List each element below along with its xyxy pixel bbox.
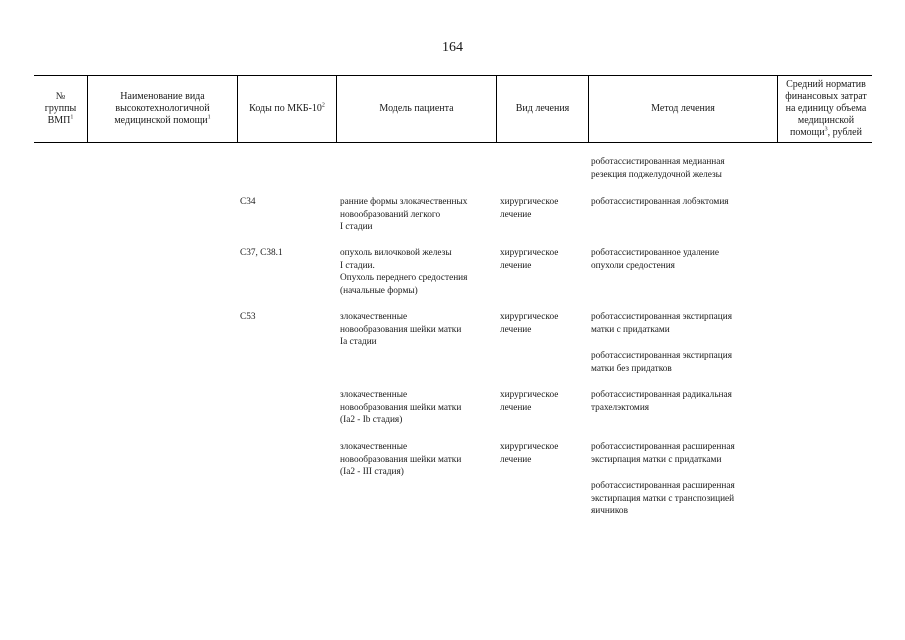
model-line: I стадии <box>340 222 373 232</box>
method-cell <box>591 389 732 414</box>
model-line: (Ia2 - III стадия) <box>340 467 404 477</box>
icd-code-cell: C53 <box>240 312 256 322</box>
treatment-line: лечение <box>500 454 532 465</box>
header-line: высокотехнологичной <box>115 102 210 114</box>
treatment-line: лечение <box>500 209 532 220</box>
icd-code-cell: C34 <box>240 197 256 207</box>
header-text: ВМП <box>47 114 71 126</box>
header-text: Модель пациента <box>379 102 454 114</box>
method-line: матки с придатками <box>591 324 670 335</box>
treatment-line: хирургическое <box>500 390 559 400</box>
header-icd-codes <box>238 75 336 142</box>
method-line: экстирпация матки с придатками <box>591 454 722 465</box>
header-line: медицинской <box>797 114 855 126</box>
method-cell <box>591 247 719 272</box>
footnote-mark: 3 <box>824 126 828 133</box>
method-line: резекция поджелудочной железы <box>591 169 722 180</box>
treatment-type-cell <box>500 389 558 414</box>
method-line: роботассистированная экстирпация <box>591 351 733 361</box>
header-treatment-method <box>589 75 777 142</box>
method-line: роботассистированная экстирпация <box>591 312 733 322</box>
model-line: (Ia2 - Ib стадия) <box>340 415 403 425</box>
treatment-type-cell <box>500 441 558 466</box>
header-line <box>785 127 867 139</box>
footnote-mark: 2 <box>321 102 325 109</box>
header-cost-standard <box>778 75 874 142</box>
patient-model-cell <box>340 441 461 479</box>
header-group-number <box>34 75 87 142</box>
footnote-mark: 1 <box>207 114 211 121</box>
header-text: помощи <box>790 126 825 138</box>
model-line: новообразований легкого <box>340 209 441 220</box>
method-line: яичников <box>591 506 628 516</box>
header-line: № <box>55 90 66 102</box>
treatment-type-cell <box>500 196 558 221</box>
method-line: трахелэктомия <box>591 402 650 413</box>
method-cell <box>591 350 732 375</box>
model-line: Опухоль переднего средостения <box>340 273 468 283</box>
model-line: (начальные формы) <box>340 285 418 296</box>
method-cell <box>591 441 735 466</box>
method-line: экстирпация матки с транспозицией <box>591 493 735 504</box>
method-line: роботассистированная расширенная <box>591 442 735 452</box>
treatment-line: лечение <box>500 402 532 413</box>
patient-model-cell <box>340 196 467 234</box>
method-cell <box>591 156 725 181</box>
header-line: Средний норматив <box>786 78 866 90</box>
page-number: 164 <box>442 40 463 55</box>
model-line: ранние формы злокачественных <box>340 197 468 207</box>
model-line: новообразования шейки матки <box>340 454 462 465</box>
header-line <box>45 115 76 127</box>
model-line: злокачественные <box>340 442 408 452</box>
footnote-mark: 1 <box>70 114 74 121</box>
method-line: роботассистированное удаление <box>591 248 719 258</box>
header-text: медицинской помощи <box>114 114 208 126</box>
model-line: I стадии. <box>340 260 375 271</box>
header-text: Коды по МКБ-10 <box>249 102 322 114</box>
treatment-line: хирургическое <box>500 442 559 452</box>
method-cell <box>591 196 729 209</box>
model-line: злокачественные <box>340 390 408 400</box>
method-line: матки без придатков <box>591 363 672 374</box>
icd-code-cell: C37, C38.1 <box>240 248 283 258</box>
method-line: роботассистированная расширенная <box>591 481 735 491</box>
header-text: Вид лечения <box>515 102 570 114</box>
header-patient-model <box>337 75 496 142</box>
treatment-line: хирургическое <box>500 248 559 258</box>
treatment-line: лечение <box>500 324 532 335</box>
model-line: Ia стадии <box>340 337 377 347</box>
treatment-line: лечение <box>500 260 532 271</box>
patient-model-cell <box>340 389 461 427</box>
model-line: новообразования шейки матки <box>340 402 462 413</box>
header-text: , рублей <box>827 126 862 138</box>
patient-model-cell <box>340 247 467 297</box>
model-line: новообразования шейки матки <box>340 324 462 335</box>
header-line: группы <box>44 102 77 114</box>
model-line: злокачественные <box>340 312 408 322</box>
treatment-line: хирургическое <box>500 197 559 207</box>
treatment-line: хирургическое <box>500 312 559 322</box>
treatment-type-cell <box>500 311 558 336</box>
header-bottom-rule <box>34 142 872 143</box>
header-line: Наименование вида <box>120 90 205 102</box>
patient-model-cell <box>340 311 461 349</box>
header-line: на единицу объема <box>785 102 867 114</box>
treatment-type-cell <box>500 247 558 272</box>
header-text: Метод лечения <box>651 102 715 114</box>
method-line: роботассистированная радикальная <box>591 390 732 400</box>
method-line: роботассистированная медианная <box>591 157 725 167</box>
header-treatment-type <box>497 75 588 142</box>
model-line: опухоль вилочковой железы <box>340 248 452 258</box>
method-cell <box>591 311 732 336</box>
header-line: финансовых затрат <box>785 90 867 102</box>
method-line: роботассистированная лобэктомия <box>591 197 729 207</box>
method-cell <box>591 480 735 518</box>
header-care-type <box>88 75 237 142</box>
header-line <box>114 115 210 127</box>
method-line: опухоли средостения <box>591 260 675 271</box>
